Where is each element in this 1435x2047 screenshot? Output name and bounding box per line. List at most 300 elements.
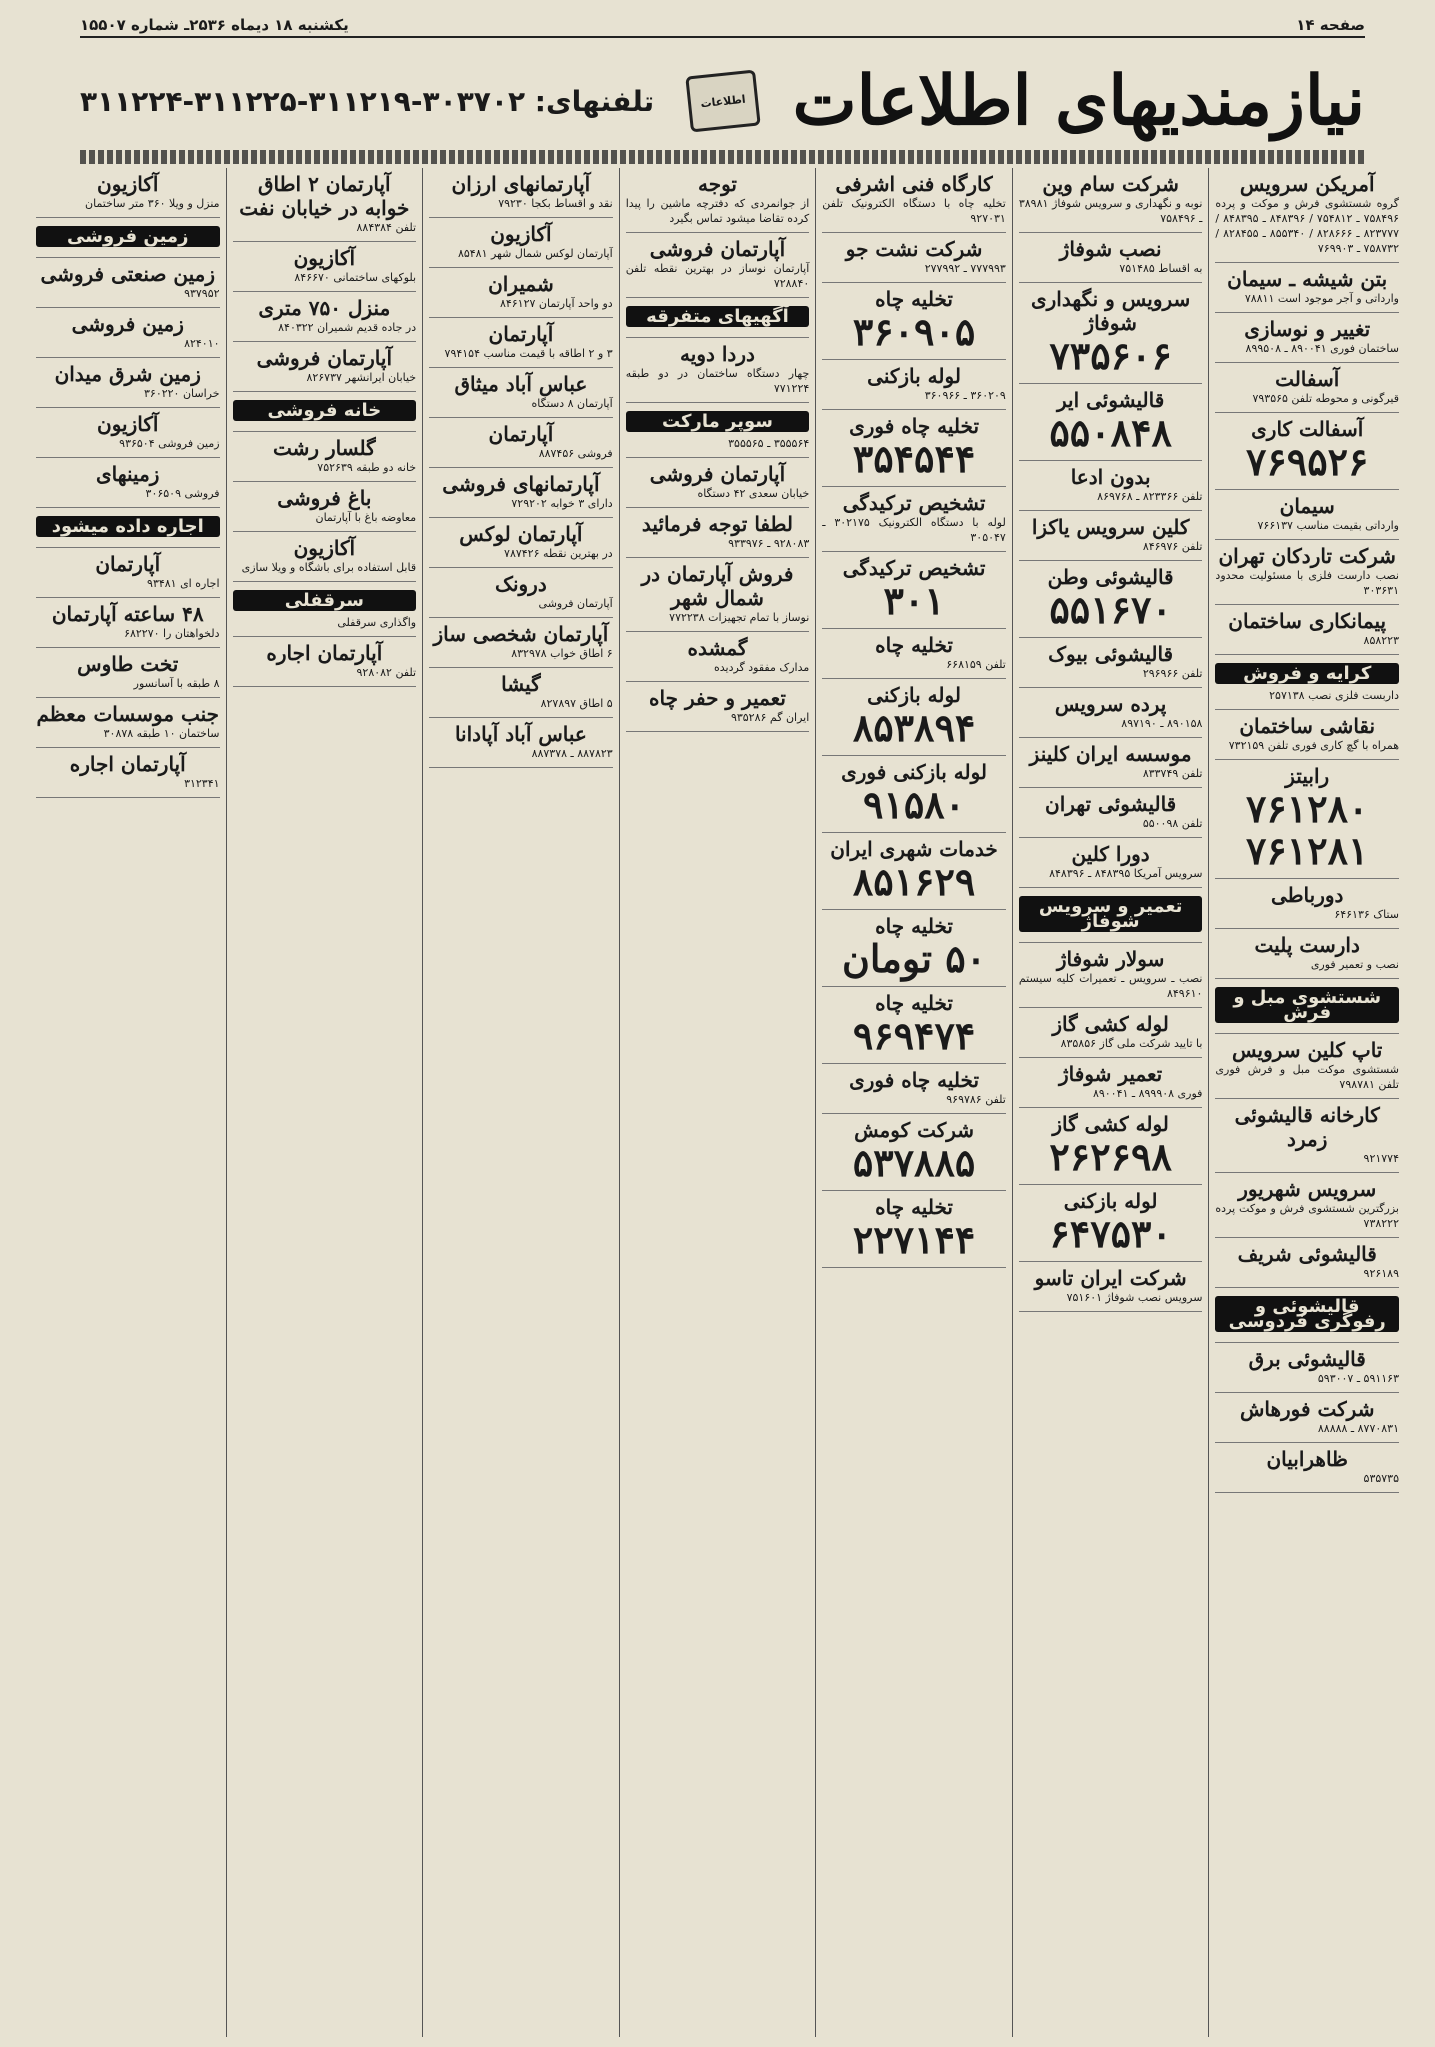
ad-headline: ظاهرابیان <box>1266 1447 1348 1471</box>
page-header-line <box>80 14 1365 38</box>
ad-body-text: آپارتمان ۸ دستگاه <box>531 397 613 410</box>
classified-ad <box>1019 888 1203 943</box>
ad-phone-number: ۵۵۱۶۷۰ <box>1049 587 1172 632</box>
ad-body-text: ۸۷۷۰۸۳۱ ـ ۸۸۸۸۸ <box>1317 1422 1399 1435</box>
masthead <box>80 46 1365 156</box>
ad-headline: عباس آباد آپادانا <box>454 722 587 746</box>
classified-ad <box>233 532 417 582</box>
ad-headline: رابیتز <box>1285 764 1330 788</box>
ad-headline: کارخانه قالیشوئی زمرد <box>1234 1103 1380 1151</box>
ad-headline: زمین صنعتی فروشی <box>40 262 216 286</box>
ad-headline: پرده سرویس <box>1054 692 1167 716</box>
ad-body-text: منزل و ویلا ۳۶۰ متر ساختمان <box>85 197 220 210</box>
ad-headline: قالیشوئی ایر <box>1056 388 1165 412</box>
ad-headline: گمشده <box>687 636 748 660</box>
ad-body-text: دو واحد آپارتمان ۸۴۶۱۲۷ <box>499 297 613 310</box>
ad-phone-number: ۶۴۷۵۳۰ <box>1049 1211 1172 1256</box>
classified-ad <box>822 233 1006 283</box>
ad-body-text: ۶ اطاق خواب ۸۳۲۹۷۸ <box>511 647 613 660</box>
ad-headline: خدمات شهری ایران <box>830 837 998 861</box>
classified-ad <box>1215 605 1399 655</box>
classified-ad <box>36 358 220 408</box>
classified-ad <box>822 833 1006 910</box>
classified-ad <box>1215 490 1399 540</box>
ad-body-text: ۳۵۵۵۶۴ ـ ۳۵۵۵۶۵ <box>728 437 810 450</box>
masthead-rule <box>80 150 1365 164</box>
ad-headline: فروش آپارتمان در شمال شهر <box>641 562 794 610</box>
ad-headline: قالیشوئی بیوک <box>1048 642 1174 666</box>
ad-body-text: نقد و اقساط بکجا ۷۹۲۳۰ <box>498 197 613 210</box>
ad-headline: درونک <box>495 572 547 596</box>
ad-body-text: آپارتمان لوکس شمال شهر ۸۵۴۸۱ <box>457 247 613 260</box>
classified-ad <box>429 218 613 268</box>
classified-ad <box>36 168 220 218</box>
classified-ad <box>822 756 1006 833</box>
classified-ad <box>233 292 417 342</box>
classified-ad <box>822 1064 1006 1114</box>
classified-ad <box>429 318 613 368</box>
ad-section-banner: سرقفلی <box>233 590 417 611</box>
ad-phone-number: ۸۵۱۶۲۹ <box>852 859 976 904</box>
ad-body-text: قابل استفاده برای باشگاه و ویلا سازی <box>241 561 417 574</box>
ad-headline: کارگاه فنی اشرفی <box>835 172 993 196</box>
ad-body-text: بلوکهای ساختمانی ۸۴۶۶۷۰ <box>294 271 417 284</box>
section-title: نیازمندیهای اطلاعات <box>792 61 1365 141</box>
ad-phone-number: ۹۱۵۸۰ <box>863 782 966 827</box>
classified-ad <box>626 233 810 298</box>
ad-body-text: تلفن ۸۴۶۹۷۶ <box>1142 540 1203 553</box>
classified-ad <box>822 487 1006 552</box>
ad-body-text: دارای ۳ خوابه ۷۲۹۲۰۲ <box>511 497 613 510</box>
ad-section-banner: تعمیر و سرویس شوفاژ <box>1019 896 1203 932</box>
classified-ad <box>1019 1058 1203 1108</box>
ad-body-text: ۸۸۷۸۲۳ ـ ۸۸۷۳۷۸ <box>531 747 613 760</box>
ad-body-text: ۹۲۶۱۸۹ <box>1363 1267 1399 1280</box>
ad-body-text: ۳۱۲۳۴۱ <box>184 777 220 790</box>
ad-headline: شرکت سام وین <box>1042 172 1179 196</box>
ad-column <box>1012 168 1209 2037</box>
classified-ad <box>1215 1099 1399 1173</box>
classified-ad <box>1019 943 1203 1008</box>
classified-ad <box>36 458 220 508</box>
classified-ad <box>1019 283 1203 384</box>
classified-ad <box>626 403 810 458</box>
ad-headline: زمینهای <box>96 462 160 486</box>
classified-ad <box>429 368 613 418</box>
ad-body-text: همراه با گچ کاری فوری تلفن ۷۳۲۱۵۹ <box>1228 739 1399 752</box>
ad-body-text: ۸۹۰۱۵۸ ـ ۸۹۷۱۹۰ <box>1121 717 1203 730</box>
ad-body-text: تلفن ۸۲۳۳۶۶ ـ ۸۶۹۷۶۸ <box>1097 490 1203 503</box>
classified-ad <box>233 392 417 432</box>
ad-body-text: لوله با دستگاه الکترونیک ۳۰۲۱۷۵ ـ ۳۰۵۰۴۷ <box>822 516 1006 544</box>
ad-headline: تاپ کلین سرویس <box>1232 1038 1383 1062</box>
classified-ad <box>233 342 417 392</box>
ad-body-text: تلفن ۶۶۸۱۵۹ <box>946 658 1006 671</box>
classified-ad <box>626 508 810 558</box>
ad-body-text: فروشی ۳۰۶۵۰۹ <box>145 487 220 500</box>
ad-body-text: تلفن ۸۳۳۷۴۹ <box>1142 767 1203 780</box>
ad-body-text: زمین فروشی ۹۳۶۵۰۴ <box>119 437 220 450</box>
ad-body-text: ۳۶۰۲۰۹ ـ ۳۶۰۹۶۶ <box>924 389 1006 402</box>
ad-headline: آپارتمانهای فروشی <box>442 472 600 496</box>
ad-phone-number: ۲۶۲۶۹۸ <box>1049 1134 1172 1179</box>
ad-headline: منزل ۷۵۰ متری <box>258 296 391 320</box>
ad-section-banner: شستشوی مبل و فرش <box>1215 987 1399 1023</box>
ad-body-text: ۹۳۷۹۵۲ <box>184 287 220 300</box>
ad-body-text: نصب و تعمیر فوری <box>1310 958 1399 971</box>
classified-ad <box>36 598 220 648</box>
ad-headline: زمین فروشی <box>71 312 184 336</box>
classified-ad <box>1019 688 1203 738</box>
classified-ad <box>429 618 613 668</box>
classified-ad <box>429 568 613 618</box>
classified-ad <box>429 418 613 468</box>
classified-ad <box>233 168 417 242</box>
classified-ad <box>626 298 810 338</box>
ad-headline: آکازیون <box>293 246 356 270</box>
ad-headline: آکازیون <box>97 172 159 196</box>
ad-headline: آپارتمان <box>488 422 554 446</box>
ad-body-text: نوساز با تمام تجهیزات ۷۷۲۲۳۸ <box>669 611 810 624</box>
classified-ad <box>1215 1034 1399 1099</box>
ad-body-text: مدارک مفقود گردیده <box>713 661 810 674</box>
ad-headline: بدون ادعا <box>1070 465 1151 489</box>
ad-headline: تعمیر و حفر چاه <box>649 686 786 710</box>
ad-phone-number: ۹۶۹۴۷۴ <box>852 1013 976 1058</box>
ad-phone-number: ۵۵۰۸۴۸ <box>1049 410 1172 455</box>
classified-ad <box>36 508 220 548</box>
ad-headline: تغییر و نوسازی <box>1244 317 1371 341</box>
ad-body-text: قیرگونی و محوطه تلفن ۷۹۳۵۶۵ <box>1252 392 1399 405</box>
classified-ad <box>822 629 1006 679</box>
classified-ad <box>1019 561 1203 638</box>
classified-ad <box>1215 760 1399 879</box>
ad-headline: آپارتمان فروشی <box>649 237 786 261</box>
classified-ad <box>36 308 220 358</box>
ad-headline: آپارتمان اجاره <box>266 641 383 665</box>
ad-headline: آپارتمان اجاره <box>69 752 186 776</box>
ad-body-text: خانه دو طبقه ۷۵۲۶۳۹ <box>317 461 417 474</box>
ad-body-text: ستاک ۶۴۶۱۳۶ <box>1334 908 1399 921</box>
ad-section-banner: زمین فروشی <box>36 226 220 247</box>
classified-ad <box>429 518 613 568</box>
ad-headline: لوله کشی گاز <box>1052 1112 1169 1136</box>
ad-headline: عباس آباد میثاق <box>454 372 588 396</box>
classified-ad <box>1019 1108 1203 1185</box>
ad-body-text: چهار دستگاه ساختمان در دو طبقه ۷۷۱۲۲۴ <box>625 367 810 395</box>
ad-body-text: ۹۲۱۷۷۴ <box>1363 1152 1399 1165</box>
ad-headline: تخلیه چاه <box>875 1195 953 1219</box>
ad-body-text: تخلیه چاه با دستگاه الکترونیک تلفن ۹۲۷۰۳۱ <box>822 197 1006 225</box>
classified-ad <box>822 1114 1006 1191</box>
newspaper-logo <box>686 69 761 132</box>
classified-ad <box>1019 168 1203 233</box>
classified-ad <box>1215 1443 1399 1493</box>
ad-headline: شرکت تاردکان تهران <box>1218 544 1396 568</box>
ad-body-text: ۸ طبقه با آسانسور <box>133 677 220 690</box>
ad-phone-number: ۷۳۵۶۰۶ <box>1049 333 1172 378</box>
ad-phone-number: ۵۰ تومان <box>842 936 987 981</box>
ad-headline: تشخیص ترکیدگی <box>842 556 986 580</box>
ad-headline: دارست پلیت <box>1254 933 1360 957</box>
ad-body-text: واگذاری سرقفلی <box>337 616 417 629</box>
ad-body-text: از جوانمردی که دفترچه ماشین را پیدا کرده تقاضا میشود تماس بگیرد <box>625 197 810 225</box>
ad-column <box>619 168 816 2037</box>
ad-body-text: معاوضه باغ با آپارتمان <box>315 511 417 524</box>
ad-headline: آکازیون <box>490 222 552 246</box>
ad-headline: آپارتمان فروشی <box>649 462 786 486</box>
classified-ad <box>822 168 1006 233</box>
ad-headline: تخلیه چاه <box>875 633 953 657</box>
ad-phone-number: ۸۵۳۸۹۴ <box>852 705 976 750</box>
ad-body-text: آپارتمان فروشی <box>538 597 613 610</box>
classified-ad <box>1019 233 1203 283</box>
ad-headline: آسفالت کاری <box>1251 417 1364 441</box>
classified-ad <box>429 668 613 718</box>
ad-headline: زمین شرق میدان <box>54 362 201 386</box>
ad-headline: پیمانکاری ساختمان <box>1228 609 1387 633</box>
ad-phone-number: ۵۳۷۸۸۵ <box>852 1140 976 1185</box>
ad-phone-number: ۷۶۱۲۸۰ <box>1245 786 1369 831</box>
ad-column <box>1208 168 1405 2037</box>
ad-body-text: خیابان سعدی ۴۲ دستگاه <box>697 487 810 500</box>
ad-body-text: ۵ اطاق ۸۲۷۸۹۷ <box>540 697 613 710</box>
ad-headline: آکازیون <box>97 412 159 436</box>
ad-body-text: ساختمان فوری ۸۹۰۰۴۱ ـ ۸۹۹۵۰۸ <box>1245 342 1399 355</box>
ad-body-text: ۹۲۸۰۸۳ ـ ۹۳۳۹۷۶ <box>728 537 810 550</box>
ad-body-text: اجاره ای ۹۳۴۸۱ <box>147 577 220 590</box>
ad-headline: تخت طاوس <box>77 652 179 676</box>
classified-ad <box>1019 838 1203 888</box>
ad-body-text: تلفن ۹۲۸۰۸۲ <box>356 666 417 679</box>
classified-ad <box>1215 1343 1399 1393</box>
ad-body-text: داربست فلزی نصب ۲۵۷۱۳۸ <box>1269 689 1399 702</box>
ad-headline: لوله بازکنی فوری <box>841 760 988 784</box>
ad-body-text: فوری ۸۹۹۹۰۸ ـ ۸۹۰۰۴۱ <box>1092 1087 1203 1100</box>
classified-ad <box>429 168 613 218</box>
classified-ad <box>1019 738 1203 788</box>
ad-column <box>815 168 1012 2037</box>
classified-ad <box>822 1191 1006 1268</box>
classified-ad <box>1215 363 1399 413</box>
ad-headline: دورا کلین <box>1071 842 1150 866</box>
classified-ad <box>1019 461 1203 511</box>
classified-ad <box>626 632 810 682</box>
ad-section-banner: خانه فروشی <box>233 400 417 421</box>
ad-body-text: ۵۳۵۷۳۵ <box>1363 1472 1399 1485</box>
ad-body-text: ۸۲۴۰۱۰ <box>184 337 220 350</box>
ad-headline: باغ فروشی <box>277 486 372 510</box>
classified-ad <box>1215 1238 1399 1288</box>
ad-section-banner: کرایه و فروش <box>1215 663 1399 684</box>
classified-ad <box>429 468 613 518</box>
ad-headline: تخلیه چاه <box>875 914 953 938</box>
ad-headline: جنب موسسات معظم <box>36 702 220 726</box>
ad-phone-number: ۲۲۷۱۴۴ <box>852 1217 976 1262</box>
ad-body-text: شستشوی موکت مبل و فرش فوری تلفن ۷۹۸۷۸۱ <box>1215 1063 1399 1091</box>
ad-headline: سولار شوفاژ <box>1056 947 1165 971</box>
ad-headline: سرویس شهریور <box>1238 1177 1377 1201</box>
ad-body-text: وارداتی و آجر موجود است ۷۸۸۱۱ <box>1244 292 1399 305</box>
ad-phone-number: ۳۰۱ <box>883 578 945 623</box>
classified-ad <box>36 218 220 258</box>
ad-headline: کلین سرویس یاکزا <box>1031 515 1190 539</box>
ad-section-banner: اجاره داده میشود <box>36 516 220 537</box>
date-line: یکشنبه ۱۸ دیماه ۲۵۳۶ـ شماره ۱۵۵۰۷ <box>80 16 349 34</box>
ad-section-banner: قالیشوئی و رفوگری فردوسی <box>1215 1296 1399 1332</box>
ad-phone-number: ۳۵۴۵۴۴ <box>852 436 976 481</box>
classified-ad <box>1019 788 1203 838</box>
ad-headline: آپارتمان لوکس <box>459 522 583 546</box>
ad-headline: تخلیه چاه فوری <box>849 1068 980 1092</box>
ad-headline: توجه <box>697 172 737 196</box>
ad-headline: گیشا <box>501 672 541 696</box>
classified-ad <box>626 168 810 233</box>
ad-headline: ۴۸ ساعته آپارتمان <box>51 602 204 626</box>
ad-body-text: فروشی ۸۸۷۴۵۶ <box>538 447 613 460</box>
classified-ad <box>1019 384 1203 461</box>
classified-ad <box>1215 979 1399 1034</box>
ad-body-text: وارداتی بقیمت مناسب ۷۶۶۱۳۷ <box>1257 519 1399 532</box>
ad-headline: گلسار رشت <box>272 436 376 460</box>
classified-ad <box>36 258 220 308</box>
ad-body-text: خراسان ۳۶۰۲۲۰ <box>144 387 220 400</box>
ad-headline: شرکت فورهاش <box>1239 1397 1375 1421</box>
ad-headline: لوله کشی گاز <box>1052 1012 1169 1036</box>
classified-ad <box>429 268 613 318</box>
ad-body-text: در بهترین نقطه ۷۸۷۴۲۶ <box>504 547 613 560</box>
ad-body-text: ۳ و ۲ اطاقه با قیمت مناسب ۷۹۴۱۵۴ <box>444 347 613 360</box>
classified-ad <box>36 748 220 798</box>
phone-numbers: تلفنهای: ۳۰۳۷۰۲-۳۱۱۲۱۹-۳۱۱۲۲۵-۳۱۱۲۲۴ <box>80 84 655 118</box>
classified-ad <box>626 682 810 732</box>
ad-phone-number: ۷۶۱۲۸۱ <box>1245 828 1369 873</box>
ad-body-text: بزرگترین شستشوی فرش و موکت پرده ۷۳۸۲۲۲ <box>1215 1202 1399 1230</box>
ad-body-text: ۷۷۷۹۹۳ ـ ۲۷۷۹۹۲ <box>924 262 1006 275</box>
classified-ad <box>1215 313 1399 363</box>
ad-section-banner: سوپر مارکت <box>626 411 810 432</box>
classified-ad <box>1215 710 1399 760</box>
classified-ad <box>1215 263 1399 313</box>
ad-body-text: ۵۹۱۱۶۳ ـ ۵۹۳۰۰۷ <box>1317 1372 1399 1385</box>
ad-headline: لوله بازکنی <box>1063 1189 1158 1213</box>
ad-phone-number: ۷۶۹۵۲۶ <box>1245 439 1369 484</box>
ad-column <box>422 168 619 2037</box>
classified-ad <box>1215 1393 1399 1443</box>
ad-headline: نصب شوفاژ <box>1059 237 1162 261</box>
classified-ad <box>1215 929 1399 979</box>
ad-body-text: تلفن ۵۵۰۰۹۸ <box>1142 817 1203 830</box>
classified-ad <box>1215 1173 1399 1238</box>
classified-ad <box>1019 511 1203 561</box>
classified-ad <box>36 408 220 458</box>
ad-headline: شرکت کومش <box>854 1118 975 1142</box>
ad-headline: بتن شیشه ـ سیمان <box>1227 267 1388 291</box>
ad-headline: تخلیه چاه <box>875 287 953 311</box>
ad-body-text: ایران گم ۹۳۵۲۸۶ <box>730 711 810 724</box>
classified-ad <box>36 548 220 598</box>
ad-body-text: تلفن ۸۸۴۳۸۴ <box>356 221 417 234</box>
classified-ad <box>822 410 1006 487</box>
ad-headline: تخلیه چاه <box>875 991 953 1015</box>
ad-body-text: نصب دارست فلزی با مسئولیت محدود ۳۰۳۶۳۱ <box>1215 569 1399 597</box>
classified-ad <box>36 698 220 748</box>
ad-headline: موسسه ایران کلینز <box>1029 742 1192 766</box>
ad-columns <box>30 168 1405 2037</box>
ad-body-text: گروه شستشوی فرش و موکت و پرده ۷۵۸۴۹۶ ـ ۷۵۴۸۱۲ / ۸۴۸۳۹۶ ـ ۸۴۸۳۹۵ / ۸۲۳۷۷۷ ـ ۸۲۸۶۶۶ / ۸۵۵۳۴۰ ـ ۸۲۸۴۵۵ / ۷۵۸۷۳۲ ـ ۷۶۹۹۰۳ <box>1215 197 1400 255</box>
classified-ad <box>1215 879 1399 929</box>
ad-headline: شرکت ایران تاسو <box>1034 1266 1187 1290</box>
ad-headline: تخلیه چاه فوری <box>849 414 980 438</box>
ad-headline: نقاشی ساختمان <box>1239 714 1376 738</box>
ad-headline: دورباطی <box>1270 883 1344 907</box>
ad-headline: سیمان <box>1279 494 1335 518</box>
classified-ad <box>233 482 417 532</box>
page-label: صفحه ۱۴ <box>1296 16 1365 34</box>
classified-ad <box>233 432 417 482</box>
ad-headline: آکازیون <box>293 536 356 560</box>
classified-ad <box>626 558 810 632</box>
ad-headline: آپارتمان <box>95 552 161 576</box>
classified-ad <box>1215 168 1399 263</box>
classified-ad <box>626 458 810 508</box>
classified-ad <box>822 910 1006 987</box>
classified-ad <box>429 718 613 768</box>
ad-column <box>226 168 423 2037</box>
ad-body-text: خیابان ایرانشهر ۸۲۶۷۳۷ <box>306 371 417 384</box>
ad-body-text: سرویس آمریکا ۸۴۸۳۹۵ ـ ۸۴۸۳۹۶ <box>1049 867 1203 880</box>
ad-headline: آپارتمان <box>488 322 554 346</box>
classified-ad <box>233 582 417 637</box>
classified-ad <box>1019 1185 1203 1262</box>
classified-ad <box>1215 413 1399 490</box>
classified-ad <box>1215 655 1399 710</box>
logo-text: اطلاعات <box>700 92 747 110</box>
classified-ad <box>1019 1008 1203 1058</box>
ad-headline: آسفالت <box>1275 367 1340 391</box>
ad-headline: آپارتمان ۲ اطاق خوابه در خیابان نفت <box>239 172 410 220</box>
ad-headline: قالیشوئی وطن <box>1047 565 1174 589</box>
ad-headline: شرکت نشت جو <box>845 237 983 261</box>
ad-body-text: نوبه و نگهداری و سرویس شوفاژ ۳۸۹۸۱ ـ ۷۵۸۴۹۶ <box>1018 197 1203 225</box>
ad-body-text: با تایید شرکت ملی گاز ۸۳۵۸۵۶ <box>1060 1037 1203 1050</box>
ad-headline: قالیشوئی تهران <box>1045 792 1177 816</box>
classified-ad <box>1215 1288 1399 1343</box>
ad-body-text: ۸۵۸۲۲۳ <box>1363 634 1399 647</box>
classified-ad <box>1215 540 1399 605</box>
classified-ad <box>822 987 1006 1064</box>
ad-body-text: سرویس نصب شوفاژ ۷۵۱۶۰۱ <box>1066 1291 1203 1304</box>
classified-ad <box>233 637 417 687</box>
ad-headline: آپارتمان فروشی <box>256 346 393 370</box>
ad-headline: دردا دویه <box>680 342 755 366</box>
ad-headline: آپارتمان شخصی ساز <box>433 622 609 646</box>
ad-headline: تعمیر شوفاژ <box>1059 1062 1163 1086</box>
ad-headline: قالیشوئی برق <box>1248 1347 1366 1371</box>
classified-ad <box>822 679 1006 756</box>
ad-headline: آمریکن سرویس <box>1239 172 1375 196</box>
ad-headline: لوله بازکنی <box>867 683 961 707</box>
ad-section-banner: آگهیهای متفرقه <box>626 306 810 327</box>
ad-body-text: در جاده قدیم شمیران ۸۴۰۳۲۲ <box>278 321 417 334</box>
ad-headline: شمیران <box>488 272 554 296</box>
ad-headline: تشخیص ترکیدگی <box>842 491 986 515</box>
ad-headline: لوله بازکنی <box>867 364 961 388</box>
classified-ad <box>822 283 1006 360</box>
ad-body-text: نصب ـ سرویس ـ تعمیرات کلیه سیستم ۸۴۹۶۱۰ <box>1018 972 1203 1000</box>
classified-ad <box>822 552 1006 629</box>
ad-body-text: ساختمان ۱۰ طبقه ۳۰۸۷۸ <box>103 727 220 740</box>
